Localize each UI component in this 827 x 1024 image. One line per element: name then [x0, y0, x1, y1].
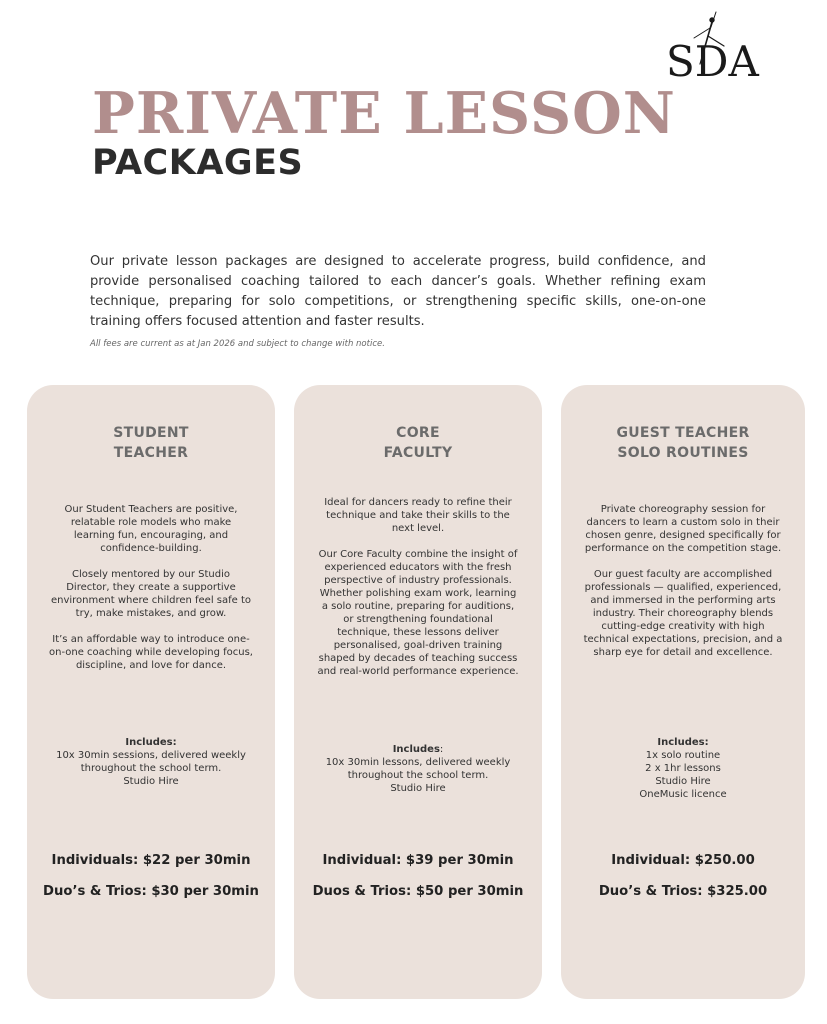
includes-item: 10x 30min sessions, delivered weekly: [56, 750, 246, 761]
card-title-line: CORE: [396, 425, 440, 441]
includes-label: Includes:: [125, 737, 177, 748]
price-group: Duos & Trios: $50 per 30min: [312, 884, 524, 899]
includes-item: 2 x 1hr lessons: [645, 763, 721, 774]
includes-item: Studio Hire: [123, 776, 179, 787]
package-card-student-teacher: [27, 385, 275, 999]
card-title: [561, 423, 805, 463]
fees-note: All fees are current as at Jan 2026 and subject to change with notice.: [90, 339, 385, 349]
card-title-line: STUDENT: [113, 425, 189, 441]
card-description: [316, 496, 520, 678]
price-individual: Individuals: $22 per 30min: [51, 853, 251, 868]
price-group: Duo’s & Trios: $30 per 30min: [43, 884, 259, 899]
description-paragraph: Our guest faculty are accomplished professionals — qualified, experienced, and immersed in the performing arts industry. Their choreography blends cutting-edge creativity with high technical expectations, precision, and a sharp eye for detail and excellence.: [583, 569, 783, 658]
description-paragraph: Our Core Faculty combine the insight of experienced educators with the fresh perspective of industry professionals. Whether polishing exam work, learning a solo routine, preparing for auditions, or strengthening foundational technique, these lessons deliver personalised, goal-driven training shaped by decades of teaching success and real-world performance experience.: [317, 549, 519, 677]
includes-colon: :: [439, 744, 444, 755]
card-description: [583, 503, 783, 659]
card-title: [294, 423, 542, 463]
price-group: Duo’s & Trios: $325.00: [598, 884, 768, 899]
page-subtitle: PACKAGES: [92, 143, 304, 183]
intro-paragraph: Our private lesson packages are designed to accelerate progress, build confidence, and provide personalised coaching tailored to each dancer’s goals. Whether refining exam technique, preparing for solo competitions, or strengthening specific skills, one-on-one training offers focused attention and faster results.: [90, 254, 706, 329]
includes-item: 10x 30min lessons, delivered weekly: [325, 757, 511, 768]
package-card-core-faculty: [294, 385, 542, 999]
package-card-guest-teacher: [561, 385, 805, 999]
description-paragraph: Ideal for dancers ready to refine their technique and take their skills to the next level.: [324, 497, 512, 534]
description-paragraph: It’s an affordable way to introduce one-on-one coaching while developing focus, discipline, and love for dance.: [49, 634, 253, 671]
card-title-line: TEACHER: [113, 445, 189, 461]
description-paragraph: Our Student Teachers are positive, relatable role models who make learning fun, encouraging, and confidence-building.: [64, 504, 238, 554]
description-paragraph: Private choreography session for dancers to learn a custom solo in their chosen genre, designed specifically for performance on the competition stage.: [584, 504, 782, 554]
includes-item: Studio Hire: [390, 783, 446, 794]
studio-logo: [664, 10, 759, 86]
includes-block: [37, 736, 265, 788]
includes-block: [571, 736, 795, 801]
price-individual: Individual: $39 per 30min: [322, 853, 514, 868]
includes-label: Includes:: [657, 737, 709, 748]
card-title-line: FACULTY: [383, 445, 453, 461]
description-paragraph: Closely mentored by our Studio Director, they create a supportive environment where children feel safe to try, make mistakes, and grow.: [50, 569, 252, 619]
includes-item: Studio Hire: [655, 776, 711, 787]
includes-label-row: [304, 743, 532, 756]
includes-block: [304, 743, 532, 795]
page-title: PRIVATE LESSON: [92, 80, 676, 147]
includes-item: throughout the school term.: [347, 770, 489, 781]
card-title: [27, 423, 275, 463]
includes-label: Includes: [392, 744, 440, 755]
includes-item: OneMusic licence: [639, 789, 727, 800]
price-individual: Individual: $250.00: [611, 853, 755, 868]
card-description: [49, 503, 253, 672]
card-title-line: GUEST TEACHER: [616, 425, 750, 441]
card-title-line: SOLO ROUTINES: [617, 445, 749, 461]
logo-text: SDA: [666, 37, 759, 86]
includes-item: throughout the school term.: [80, 763, 222, 774]
includes-item: 1x solo routine: [645, 750, 721, 761]
